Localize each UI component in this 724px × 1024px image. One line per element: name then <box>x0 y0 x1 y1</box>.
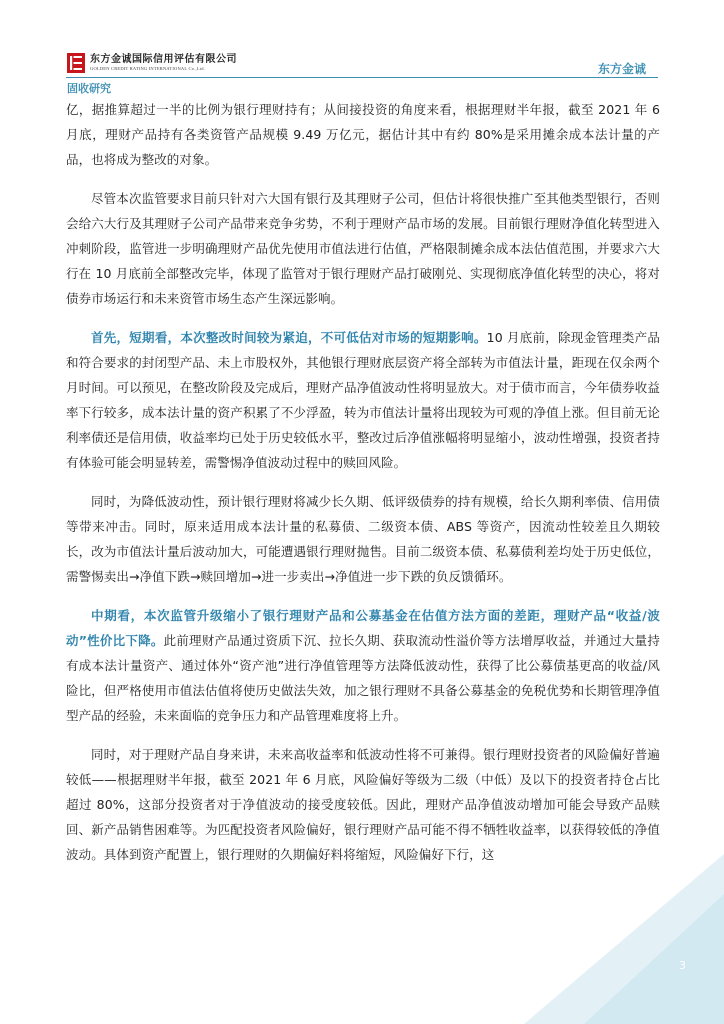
body-text: 亿，据推算超过一半的比例为银行理财持有；从间接投资的角度来看，根据理财半年报，截至 2021 年 6 月底，理财产品持有各类资管产品规模 9.49 万亿元，据估计其中有约 80%是采用摊余成本法计量的产品，也将成为整改的对象。 <box>66 102 660 167</box>
paragraph <box>66 325 660 475</box>
paragraph <box>66 97 660 172</box>
page-number: 3 <box>679 959 686 972</box>
paragraph <box>66 186 660 311</box>
article-body <box>66 97 660 881</box>
body-text: 尽管本次监管要求目前只针对六大国有银行及其理财子公司，但估计将很快推广至其他类型银行，否则会给六大行及其理财子公司产品带来竞争劣势，不利于理财产品市场的发展。目前银行理财净值化转型进入冲刺阶段，监管进一步明确理财产品优先使用市值法进行估值，严格限制摊余成本法估值范围，并要求六大行在 10 月底前全部整改完毕，体现了监管对于银行理财产品打破刚兑、实现彻底净值化转型的决心，将对债券市场运行和未来资管市场生态产生深远影响。 <box>66 191 660 306</box>
paragraph <box>66 742 660 867</box>
section-label: 固收研究 <box>67 82 111 95</box>
highlight-text: 中期看，本次监管升级缩小了银行理财产品和公募基金在估值方法方面的差距，理财产品“收益/波动”性价比下降。 <box>66 608 660 648</box>
body-text: 10 月底前，除现金管理类产品和符合要求的封闭型产品、未上市股权外，其他银行理财底层资产将全部转为市值法计量，距现在仅余两个月时间。可以预见，在整改阶段及完成后，理财产品净值波动性将明显放大。对于债市而言，今年债券收益率下行较多，成本法计量的资产积累了不少浮盈，转为市值法计量将出现较为可观的净值上涨。但目前无论利率债还是信用债，收益率均已处于历史较低水平，整改过后净值涨幅将明显缩小，波动性增强，投资者持有体验可能会明显转差，需警惕净值波动过程中的赎回风险。 <box>66 330 660 470</box>
highlight-text: 首先，短期看，本次整改时间较为紧迫，不可低估对市场的短期影响。 <box>91 330 487 345</box>
body-text: 同时，为降低波动性，预计银行理财将减少长久期、低评级债券的持有规模，给长久期利率债、信用债等带来冲击。同时，原来适用成本法计量的私募债、二级资本债、ABS 等资产，因流动性较差且久期较长，改为市值法计量后波动加大，可能遭遇银行理财抛售。目前二级资本债、私募债利差均处于历史低位，需警惕卖出→净值下跌→赎回增加→进一步卖出→净值进一步下跌的负反馈循环。 <box>66 494 660 584</box>
brand-name: 东方金诚 <box>597 62 646 76</box>
company-name-en: GOLDEN CREDIT RATING INTERNATIONAL Co.,Ltd. <box>90 65 205 71</box>
corner-decoration <box>464 854 724 1024</box>
company-name-cn: 东方金诚国际信用评估有限公司 <box>90 53 237 65</box>
page-header <box>0 0 724 100</box>
body-text: 同时，对于理财产品自身来讲，未来高收益率和低波动性将不可兼得。银行理财投资者的风险偏好普遍较低——根据理财半年报，截至 2021 年 6 月底，风险偏好等级为二级（中低）及以下的投资者持仓占比超过 80%，这部分投资者对于净值波动的接受度较低。因此，理财产品净值波动增加可能会导致产品赎回、新产品销售困难等。为匹配投资者风险偏好，银行理财产品可能不得不牺牲收益率，以获得较低的净值波动。具体到资产配置上，银行理财的久期偏好料将缩短，风险偏好下行，这 <box>66 747 660 862</box>
header-divider <box>66 77 658 78</box>
paragraph <box>66 489 660 589</box>
company-logo <box>67 52 237 74</box>
paragraph <box>66 603 660 728</box>
body-text: 此前理财产品通过资质下沉、拉长久期、获取流动性溢价等方法增厚收益，并通过大量持有成本法计量资产、通过体外“资产池”进行净值管理等方法降低波动性，获得了比公募债基更高的收益/风险比，但严格使用市值法估值将使历史做法失效，加之银行理财不具备公募基金的免税优势和长期管理净值型产品的经验，未来面临的竞争压力和产品管理难度将上升。 <box>66 633 661 723</box>
logo-mark-icon <box>67 53 85 73</box>
